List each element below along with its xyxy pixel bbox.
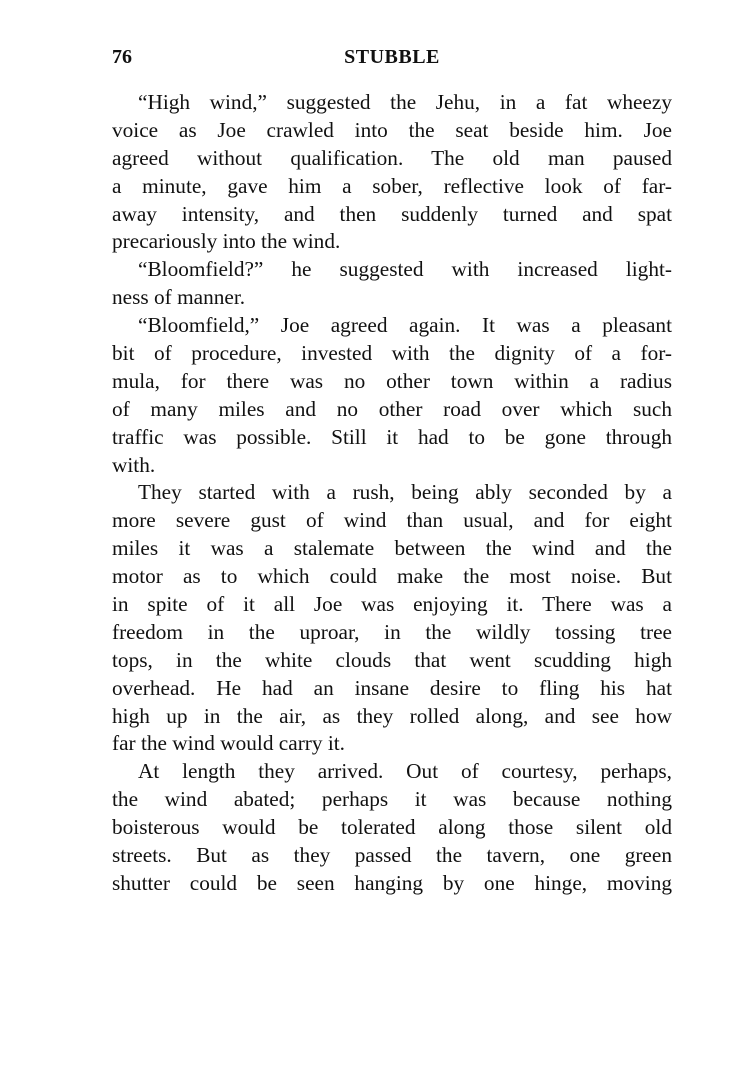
text-line: ness of manner. bbox=[112, 285, 246, 310]
text-line: precariously into the wind. bbox=[112, 229, 341, 254]
text-line: far the wind would carry it. bbox=[112, 731, 346, 756]
text-line: “Bloomfield,” Joe agreed again. It was a pleasant bbox=[138, 313, 672, 338]
text-line: a minute, gave him a sober, reflective look of far- bbox=[112, 173, 672, 198]
text-line: traffic was possible. Still it had to be gone through bbox=[112, 424, 672, 449]
text-line: with. bbox=[112, 452, 156, 477]
text-line: “High wind,” suggested the Jehu, in a fat wheezy bbox=[138, 90, 672, 114]
text-line: mula, for there was no other town within a radius bbox=[112, 368, 672, 393]
text-line: overhead. He had an insane desire to fling his hat bbox=[112, 675, 672, 700]
text-line: of many miles and no other road over which such bbox=[112, 396, 672, 421]
text-line: away intensity, and then suddenly turned and spat bbox=[112, 201, 672, 226]
text-line: boisterous would be tolerated along those silent old bbox=[112, 815, 672, 840]
text-line: “Bloomfield?” he suggested with increased light- bbox=[138, 257, 672, 282]
text-line: motor as to which could make the most noise. But bbox=[112, 564, 672, 589]
text-line: tops, in the white clouds that went scudding high bbox=[112, 647, 672, 672]
page-number: 76 bbox=[112, 46, 132, 68]
text-line: voice as Joe crawled into the seat beside him. Joe bbox=[112, 117, 672, 142]
text-line: shutter could be seen hanging by one hinge, moving bbox=[112, 870, 672, 895]
text-line: At length they arrived. Out of courtesy, perhaps, bbox=[138, 759, 672, 784]
text-line: They started with a rush, being ably seconded by a bbox=[138, 480, 672, 505]
text-line: streets. But as they passed the tavern, one green bbox=[112, 843, 672, 868]
text-line: miles it was a stalemate between the wind and the bbox=[112, 536, 672, 561]
book-page bbox=[112, 46, 672, 898]
text-line: the wind abated; perhaps it was because nothing bbox=[112, 787, 672, 812]
text-line: bit of procedure, invested with the dignity of a for- bbox=[112, 341, 672, 366]
text-line: agreed without qualification. The old man paused bbox=[112, 145, 672, 170]
text-line: high up in the air, as they rolled along, and see how bbox=[112, 703, 672, 728]
running-title: STUBBLE bbox=[344, 46, 440, 68]
text-line: freedom in the uproar, in the wildly tossing tree bbox=[112, 619, 672, 644]
text-line: in spite of it all Joe was enjoying it. There was a bbox=[112, 592, 672, 617]
body-text bbox=[112, 89, 672, 898]
page-header bbox=[112, 46, 672, 76]
text-line: more severe gust of wind than usual, and for eight bbox=[112, 508, 672, 533]
